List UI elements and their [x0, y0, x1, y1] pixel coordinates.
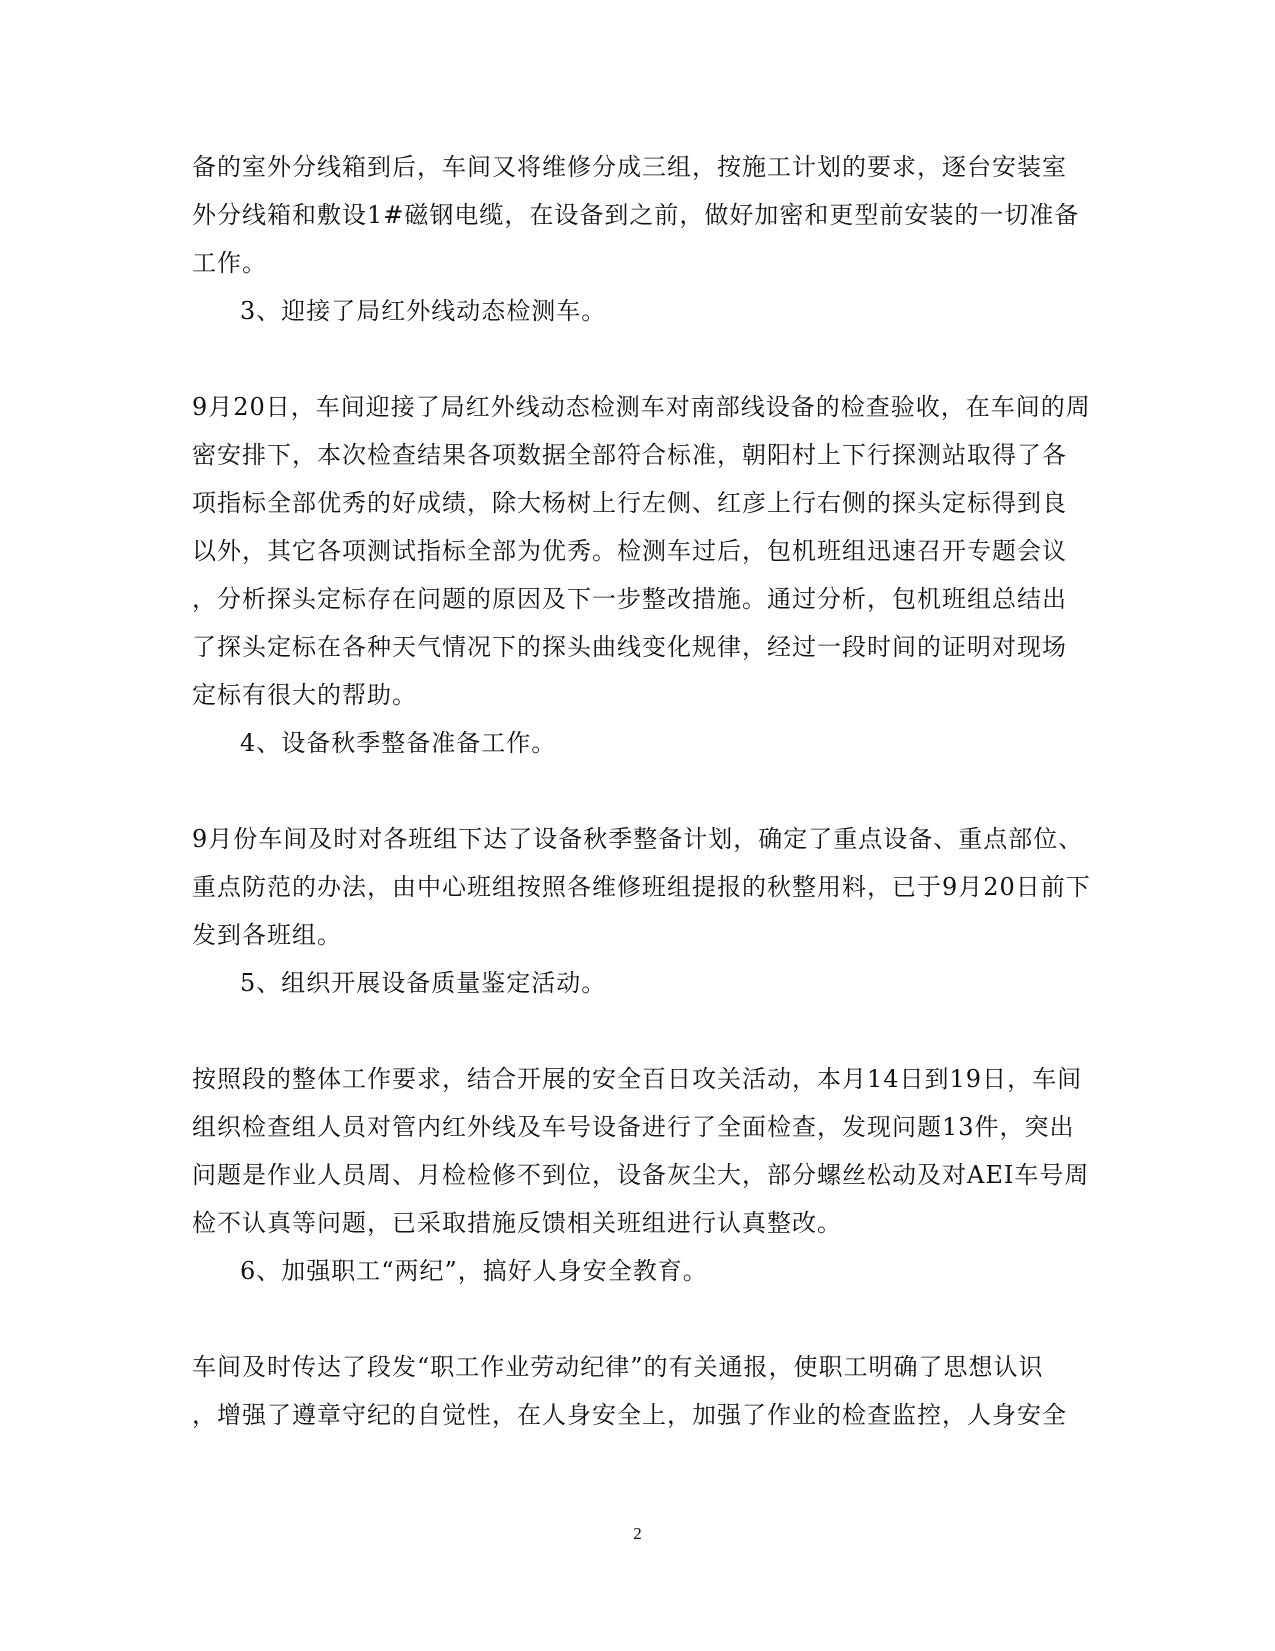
paragraph-line: 发到各班组。	[192, 921, 342, 949]
spacer	[192, 767, 1082, 815]
paragraph-5	[192, 1343, 1082, 1439]
spacer	[192, 335, 1082, 383]
paragraph-2	[192, 383, 1091, 719]
section-heading-4: 4、设备秋季整备准备工作。	[240, 729, 557, 757]
document-body	[192, 143, 1091, 1439]
paragraph-line: 9月20日，车间迎接了局红外线动态检测车对南部线设备的检查验收，在车间的周	[192, 393, 1091, 421]
spacer	[192, 1007, 1082, 1055]
paragraph-line: ，增强了遵章守纪的自觉性，在人身安全上，加强了作业的检查监控，人身安全	[192, 1401, 1067, 1429]
paragraph-line: 重点防范的办法，由中心班组按照各维修班组提报的秋整用料，已于9月20日前下	[192, 873, 1091, 901]
paragraph-line: 工作。	[192, 249, 267, 277]
paragraph-3	[192, 815, 1091, 959]
paragraph-line: 备的室外分线箱到后，车间又将维修分成三组，按施工计划的要求，逐台安装室	[192, 153, 1067, 181]
paragraph-line: 车间及时传达了段发“职工作业劳动纪律”的有关通报，使职工明确了思想认识	[192, 1353, 1044, 1381]
paragraph-line: 定标有很大的帮助。	[192, 681, 417, 709]
page-number: 2	[633, 1524, 642, 1543]
paragraph-line: 了探头定标在各种天气情况下的探头曲线变化规律，经过一段时间的证明对现场	[192, 633, 1067, 661]
paragraph-line: 外分线箱和敷设1#磁钢电缆，在设备到之前，做好加密和更型前安装的一切准备	[192, 201, 1080, 229]
section-heading-6: 6、加强职工“两纪”，搞好人身安全教育。	[240, 1257, 708, 1285]
section-heading-3: 3、迎接了局红外线动态检测车。	[240, 297, 607, 325]
section-heading-5: 5、组织开展设备质量鉴定活动。	[240, 969, 607, 997]
paragraph-line: 以外，其它各项测试指标全部为优秀。检测车过后，包机班组迅速召开专题会议	[192, 537, 1067, 565]
paragraph-4	[192, 1055, 1090, 1247]
paragraph-line: 按照段的整体工作要求，结合开展的安全百日攻关活动，本月14日到19日，车间	[192, 1065, 1083, 1093]
paragraph-line: ，分析探头定标存在问题的原因及下一步整改措施。通过分析，包机班组总结出	[192, 585, 1067, 613]
paragraph-1	[192, 143, 1082, 287]
paragraph-line: 问题是作业人员周、月检检修不到位，设备灰尘大，部分螺丝松动及对AEI车号周	[192, 1161, 1090, 1189]
paragraph-line: 密安排下，本次检查结果各项数据全部符合标准，朝阳村上下行探测站取得了各	[192, 441, 1067, 469]
spacer	[192, 1295, 1082, 1343]
paragraph-line: 检不认真等问题，已采取措施反馈相关班组进行认真整改。	[192, 1209, 842, 1237]
paragraph-line: 组织检查组人员对管内红外线及车号设备进行了全面检查，发现问题13件，突出	[192, 1113, 1075, 1141]
paragraph-line: 项指标全部优秀的好成绩，除大杨树上行左侧、红彦上行右侧的探头定标得到良	[192, 489, 1067, 517]
paragraph-line: 9月份车间及时对各班组下达了设备秋季整备计划，确定了重点设备、重点部位、	[192, 825, 1084, 853]
